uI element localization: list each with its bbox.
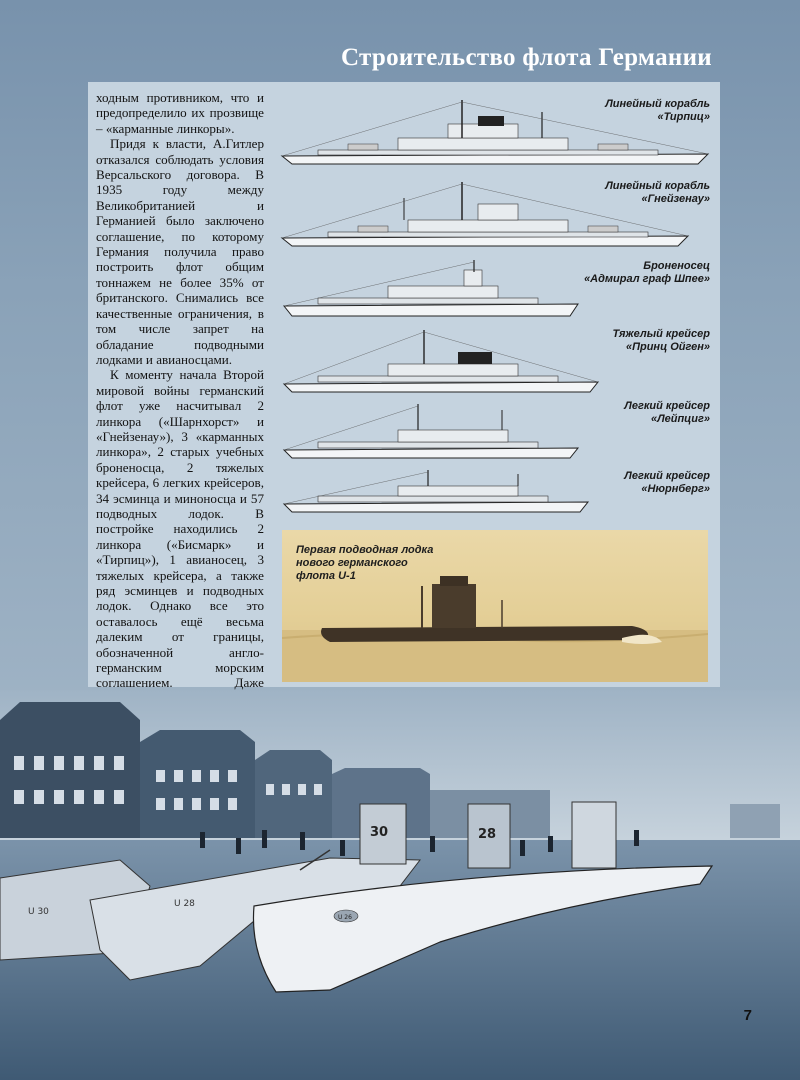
ship-profile-leipzig — [278, 400, 718, 474]
ship-profile-prinz-eugen — [278, 328, 718, 402]
ship-silhouette — [278, 180, 718, 254]
ship-name: «Гнейзенау» — [641, 193, 710, 205]
paragraph-3: К моменту начала Второй мировой войны германский флот уже насчитывал 2 линкора («Шарнхорст» и «Гнейзенау»), 3 «карманных линкора», 2 старых учебных броненосца, 2 тяжелых крейсера, 6 легких крейсеров, 34 эсминца и миноносца и 57 подводных лодок. В постройке находились 2 линкора («Бисмарк» и «Тирпиц»), 1 авианосец, 3 тяжелых крейсера, а также ряд эсминцев и подводных лодок. Однако все это оставалось ещё весьма далеким от границы, обозначенной англо-германским морским соглашением. Даже — [96, 367, 264, 691]
hull-number-u30: U 30 — [28, 907, 49, 917]
page-title: Строительство флота Германии — [341, 44, 712, 71]
ship-type: Тяжелый крейсер — [612, 328, 710, 340]
ship-type: Легкий крейсер — [624, 400, 710, 412]
ship-silhouette — [278, 98, 718, 172]
page-number: 7 — [743, 1007, 752, 1024]
ship-profile-gneisenau — [278, 180, 718, 254]
ship-silhouette — [278, 260, 718, 334]
hull-number-u26: U 26 — [338, 914, 352, 921]
caption-line-3: флота U-1 — [296, 570, 356, 582]
ship-name: «Принц Ойген» — [625, 341, 710, 353]
paragraph-1: ходным противником, что и предопределило их прозвище – «карманные линкоры». — [96, 90, 264, 136]
ship-type: Легкий крейсер — [624, 470, 710, 482]
ship-silhouette — [278, 328, 718, 402]
hull-number-u28: U 28 — [174, 899, 195, 909]
ship-silhouette — [278, 400, 718, 474]
caption-line-1: Первая подводная лодка — [296, 544, 434, 556]
paragraph-2: Придя к власти, А.Гитлер отказался соблюдать условия Версальского договора. В 1935 году между Великобританией и Германией было заключено соглашение, по которому Германия получила право построить флот общим тоннажем не более 35% от британского. Снимались все качественные ограничения, в том числе запрет на обладание подводными лодками и авианосцами. — [96, 136, 264, 367]
ship-name: «Нюрнберг» — [641, 483, 710, 495]
ship-type: Линейный корабль — [605, 180, 710, 192]
ship-name: «Лейпциг» — [650, 413, 710, 425]
tower-number-30: 30 — [370, 825, 389, 840]
submarine-caption — [296, 544, 433, 583]
ship-name: «Адмирал граф Шпее» — [584, 273, 710, 285]
caption-line-2: нового германского — [296, 557, 408, 569]
ship-profile-graf-spee — [278, 260, 718, 334]
harbor-submarines-photo — [0, 690, 800, 1080]
ship-profile-tirpitz — [278, 98, 718, 172]
ship-type: Броненосец — [643, 260, 710, 272]
submarine-u1-photo — [282, 530, 708, 682]
tower-number-28: 28 — [478, 827, 497, 842]
ship-type: Линейный корабль — [605, 98, 710, 110]
ship-name: «Тирпиц» — [657, 111, 710, 123]
